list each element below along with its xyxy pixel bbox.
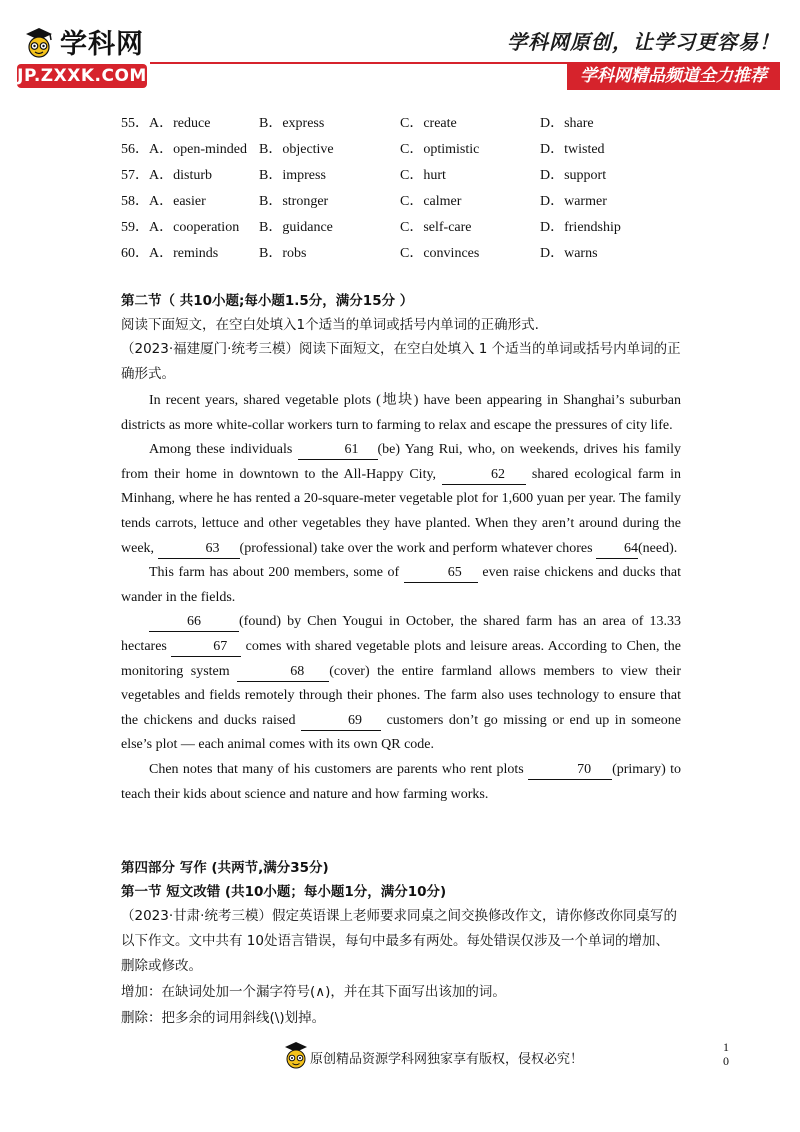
option-b: B．express — [259, 116, 325, 131]
copyright-notice: 原创精品资源学科网独家享有版权，侵权必究！ — [310, 1052, 584, 1067]
paragraph-3 — [121, 561, 681, 610]
section-heading: 第二节（ 共10小题;每小题1.5分，满分15分 ） — [121, 293, 414, 309]
question-number: 55． — [121, 116, 149, 131]
text: Among these individuals — [149, 442, 298, 458]
option-b: B．impress — [259, 168, 326, 183]
instruction: 阅读下面短文，在空白处填入1个适当的单词或括号内单词的正确形式. — [121, 317, 539, 333]
blank-61[interactable]: 61 — [298, 441, 378, 460]
option-row — [121, 189, 660, 215]
option-c: C．hurt — [400, 168, 446, 183]
option-b: B．robs — [259, 246, 307, 261]
option-a: A．cooperation — [149, 220, 240, 235]
option-c: C．create — [400, 116, 457, 131]
option-d: D．warns — [540, 246, 598, 261]
option-c: C．optimistic — [400, 142, 480, 157]
option-c: C．convinces — [400, 246, 480, 261]
page-number — [723, 1040, 729, 1068]
text: Chen notes that many of his customers are parents who rent plots — [149, 761, 529, 777]
option-a: A．disturb — [149, 168, 212, 183]
page-footer — [0, 1040, 800, 1080]
option-row — [121, 241, 660, 267]
option-d: D．twisted — [540, 142, 605, 157]
option-a: A．reduce — [149, 116, 211, 131]
blank-65[interactable]: 65 — [404, 564, 478, 583]
text: (primary) to teach their kids about science and nature and how farming works. — [121, 761, 681, 802]
blank-64[interactable]: 64 — [596, 540, 638, 559]
logo — [22, 22, 144, 61]
blank-68[interactable]: 68 — [237, 663, 329, 682]
text: (cover) the entire farmland allows members to view their vegetables and fields remotely through their phones. The farm also uses technology to ensure that the chickens and ducks raised — [121, 663, 681, 728]
text: customers don’t go missing or end up in someone else’s plot — each animal comes with its own QR code. — [121, 712, 681, 753]
blank-70[interactable]: 70 — [528, 761, 612, 780]
instruction-delete: 删除：把多余的词用斜线(\)划掉。 — [121, 1010, 326, 1026]
option-d: D．support — [540, 168, 607, 183]
instruction: （2023·甘肃·统考三模）假定英语课上老师要求同桌之间交换修改作文，请你修改你同桌写的以下作文。文中共有 10处语言错误，每句中最多有两处。每处错误仅涉及一个单词的增加、删除或修改。 — [121, 908, 677, 974]
blank-69[interactable]: 69 — [301, 712, 381, 731]
blank-62[interactable]: 62 — [442, 466, 526, 485]
answer-options — [121, 111, 660, 267]
question-number: 59． — [121, 220, 149, 235]
text: shared ecological farm in Minhang, where he has rented a 20-square-meter vegetable plot for 1,600 yuan per year. The family tends carrots, lettuce and other vegetables they have planted. When they aren’t around during the week, — [121, 466, 681, 556]
option-b: B．objective — [259, 142, 334, 157]
option-b: B．guidance — [259, 220, 333, 235]
option-row — [121, 111, 660, 137]
blank-67[interactable]: 67 — [171, 638, 241, 657]
blank-66[interactable]: 66 — [149, 613, 239, 632]
slogan: 学科网原创，让学习更容易！ — [507, 30, 780, 54]
option-c: C．calmer — [400, 194, 462, 209]
text: (found) by Chen Yougui in October, the shared farm has an area of 13.33 hectares — [121, 614, 681, 654]
text: even raise chickens and ducks that wander in the fields. — [121, 565, 681, 605]
option-row — [121, 215, 660, 241]
paragraph-2 — [121, 438, 681, 561]
text: (professional) take over the work and perform whatever chores — [239, 540, 597, 556]
logo-url: JP.ZXXK.COM — [17, 66, 147, 86]
header-banner: 学科网精品频道全力推荐 — [567, 62, 780, 90]
option-row — [121, 163, 660, 189]
option-a: A．reminds — [149, 246, 219, 261]
page-number-digit: 1 — [723, 1040, 729, 1054]
mascot-icon — [282, 1040, 310, 1070]
option-a: A．open-minded — [149, 142, 247, 157]
instruction-add: 增加：在缺词处加一个漏字符号(∧)，并在其下面写出该加的词。 — [121, 984, 506, 1000]
question-number: 57． — [121, 168, 149, 183]
question-number: 60． — [121, 246, 149, 261]
blank-63[interactable]: 63 — [158, 540, 240, 559]
option-d: D．friendship — [540, 220, 621, 235]
logo-text: 学科网 — [60, 29, 144, 60]
instruction-source: （2023·福建厦门·统考三模）阅读下面短文，在空白处填入 1 个适当的单词或括号内单词的正确形式。 — [121, 341, 681, 382]
text: comes with shared vegetable plots and leisure areas. According to Chen, the monitoring system — [121, 638, 682, 679]
option-b: B．stronger — [259, 194, 329, 209]
subsection-heading: 第一节 短文改错 (共10小题；每小题1分，满分10分) — [121, 884, 447, 900]
option-a: A．easier — [149, 194, 206, 209]
option-d: D．warmer — [540, 194, 607, 209]
mascot-icon — [22, 25, 56, 59]
paragraph-5 — [121, 758, 681, 807]
part-4 — [121, 856, 681, 1031]
option-row — [121, 137, 660, 163]
option-d: D．share — [540, 116, 594, 131]
option-c: C．self-care — [400, 220, 472, 235]
question-number: 56． — [121, 142, 149, 157]
text: This farm has about 200 members, some of — [149, 565, 404, 581]
page-number-digit: 0 — [723, 1054, 729, 1068]
paragraph-1: In recent years, shared vegetable plots (地块) have been appearing in Shanghai’s suburban districts as more white-collar workers turn to farming to relax and escape the pressures of city life. — [121, 393, 681, 433]
paragraph-4 — [121, 610, 681, 758]
page-header — [0, 0, 800, 100]
text: (be) Yang Rui, who, on weekends, drives his family from their home in downtown to the All-Happy City, — [121, 442, 681, 482]
question-number: 58． — [121, 194, 149, 209]
part-heading: 第四部分 写作 (共两节,满分35分) — [121, 860, 329, 876]
text: (need). — [638, 540, 678, 556]
section-2 — [121, 289, 681, 807]
